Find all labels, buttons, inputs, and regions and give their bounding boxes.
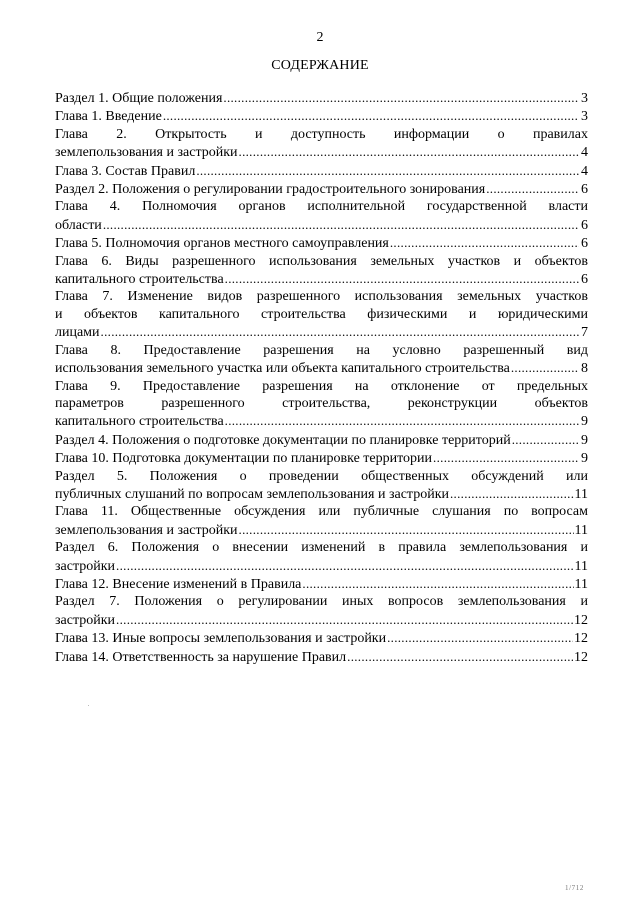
toc-entry-last-line: [55, 575, 588, 593]
toc-entry-text: лицами: [55, 325, 100, 341]
toc-page-number: 3: [581, 109, 588, 125]
toc-entry: [55, 503, 588, 539]
toc-page-number: 9: [581, 451, 588, 467]
toc-entry-text: Раздел 2. Положения о регулировании градостроительного зонирования: [55, 182, 486, 198]
dot-leader: [101, 323, 579, 340]
toc-entry-last-line: [55, 234, 588, 252]
dot-leader: [225, 270, 579, 287]
dot-leader: [225, 412, 579, 429]
toc-entry: [55, 180, 588, 198]
toc-page-number: 6: [581, 182, 588, 198]
toc-entry-line: параметров разрешенного строительства, реконструкции объектов: [55, 395, 588, 411]
toc-entry: [55, 629, 588, 647]
dot-leader: [116, 611, 573, 628]
toc-page-number: 6: [581, 272, 588, 288]
toc-entry-line: Глава 9. Предоставление разрешения на отклонение от предельных: [55, 378, 588, 394]
dot-leader: [486, 180, 579, 197]
toc-page-number: 4: [581, 145, 588, 161]
toc-entry: [55, 288, 588, 341]
dot-leader: [196, 162, 579, 179]
toc-page-number: 12: [574, 612, 588, 628]
dot-leader: [511, 359, 579, 376]
toc-page-number: 4: [581, 163, 588, 179]
toc-entry-last-line: [55, 107, 588, 125]
table-of-contents: [55, 89, 588, 666]
toc-entry-text: капитального строительства: [55, 272, 224, 288]
toc-page-number: 6: [581, 217, 588, 233]
toc-entry-text: застройки: [55, 558, 116, 574]
toc-page-number: 11: [574, 486, 588, 502]
toc-page-number: 11: [574, 558, 588, 574]
toc-entry-line: Глава 6. Виды разрешенного использования земельных участков и объектов: [55, 253, 588, 269]
toc-entry-line: Глава 8. Предоставление разрешения на условно разрешенный вид: [55, 342, 588, 358]
toc-entry-text: публичных слушаний по вопросам землепользования и застройки: [55, 486, 449, 502]
toc-entry: [55, 126, 588, 162]
toc-entry: [55, 468, 588, 504]
toc-entry-last-line: [55, 521, 588, 539]
toc-entry-text: капитального строительства: [55, 414, 224, 430]
toc-entry-last-line: [55, 557, 588, 575]
toc-page-number: 3: [581, 91, 588, 106]
toc-entry-last-line: [55, 323, 588, 341]
toc-entry-line: Глава 7. Изменение видов разрешенного использования земельных участков: [55, 289, 588, 305]
dot-leader: [163, 107, 579, 124]
toc-entry: [55, 198, 588, 234]
toc-entry-text: Глава 12. Внесение изменений в Правила: [55, 576, 302, 592]
dot-leader: [390, 234, 579, 251]
toc-entry: [55, 431, 588, 449]
dot-leader: [512, 431, 579, 448]
toc-entry: [55, 648, 588, 666]
toc-entry-last-line: [55, 449, 588, 467]
toc-entry: [55, 539, 588, 575]
toc-entry: [55, 107, 588, 125]
dot-leader: [450, 485, 574, 502]
toc-page-number: 9: [581, 432, 588, 448]
toc-entry-last-line: [55, 359, 588, 377]
dot-leader: [223, 89, 579, 106]
toc-entry: [55, 253, 588, 289]
toc-entry-text: землепользования и застройки: [55, 145, 238, 161]
toc-entry-line: Глава 4. Полномочия органов исполнительной государственной власти: [55, 199, 588, 215]
toc-entry: [55, 575, 588, 593]
toc-entry-text: Глава 5. Полномочия органов местного самоуправления: [55, 236, 389, 252]
toc-entry-text: Глава 10. Подготовка документации по планировке территории: [55, 451, 433, 467]
dot-leader: [103, 216, 579, 233]
toc-page-number: 11: [574, 576, 588, 592]
toc-title: СОДЕРЖАНИЕ: [271, 58, 369, 73]
toc-entry-last-line: [55, 412, 588, 430]
toc-entry-last-line: [55, 431, 588, 449]
dot-leader: [433, 449, 579, 466]
dot-leader: [239, 521, 574, 538]
toc-entry-line: Глава 11. Общественные обсуждения или публичные слушания по вопросам: [55, 504, 588, 520]
toc-entry: [55, 449, 588, 467]
scan-speck: [88, 705, 89, 706]
toc-page-number: 9: [581, 414, 588, 430]
toc-entry-last-line: [55, 162, 588, 180]
toc-entry: [55, 162, 588, 180]
toc-entry-line: Раздел 5. Положения о проведении общественных обсуждений или: [55, 468, 588, 484]
toc-page-number: 11: [574, 522, 588, 538]
toc-entry-text: области: [55, 217, 102, 233]
dot-leader: [387, 629, 573, 646]
dot-leader: [116, 557, 573, 574]
toc-entry-line: и объектов капитального строительства физическими и юридическими: [55, 306, 588, 322]
toc-entry-last-line: [55, 143, 588, 161]
toc-entry-last-line: [55, 89, 588, 107]
toc-page-number: 12: [574, 649, 588, 665]
toc-entry-text: Глава 3. Состав Правил: [55, 163, 196, 179]
toc-entry: [55, 593, 588, 629]
toc-entry-text: Глава 1. Введение: [55, 109, 162, 125]
toc-page-number: 8: [581, 361, 588, 377]
toc-entry-line: Раздел 7. Положения о регулировании иных вопросов землепользования и: [55, 594, 588, 610]
toc-entry-line: Раздел 6. Положения о внесении изменений в правила землепользования и: [55, 540, 588, 556]
toc-entry-last-line: [55, 648, 588, 666]
toc-entry-last-line: [55, 485, 588, 503]
toc-entry: [55, 378, 588, 431]
toc-entry-text: Глава 13. Иные вопросы землепользования и застройки: [55, 631, 387, 647]
toc-entry-last-line: [55, 216, 588, 234]
toc-entry: [55, 234, 588, 252]
toc-entry-text: землепользования и застройки: [55, 522, 238, 538]
toc-page-number: 7: [581, 325, 588, 341]
dot-leader: [302, 575, 573, 592]
toc-entry-last-line: [55, 611, 588, 629]
toc-entry-last-line: [55, 270, 588, 288]
toc-entry-text: использования земельного участка или объекта капитального строительства: [55, 361, 510, 377]
toc-entry: [55, 89, 588, 107]
toc-entry-text: Раздел 4. Положения о подготовке документации по планировке территорий: [55, 432, 511, 448]
toc-entry: [55, 342, 588, 378]
toc-entry-text: Глава 14. Ответственность за нарушение Правил: [55, 649, 347, 665]
dot-leader: [347, 648, 573, 665]
toc-entry-last-line: [55, 180, 588, 198]
toc-entry-line: Глава 2. Открытость и доступность информации о правилах: [55, 126, 588, 142]
toc-page-number: 6: [581, 236, 588, 252]
dot-leader: [239, 143, 579, 160]
page-number: 2: [316, 30, 324, 45]
toc-entry-text: застройки: [55, 612, 116, 628]
toc-entry-last-line: [55, 629, 588, 647]
toc-entry-text: Раздел 1. Общие положения: [55, 91, 223, 106]
toc-page-number: 12: [574, 631, 588, 647]
footer-mark: 1/712: [565, 884, 584, 892]
